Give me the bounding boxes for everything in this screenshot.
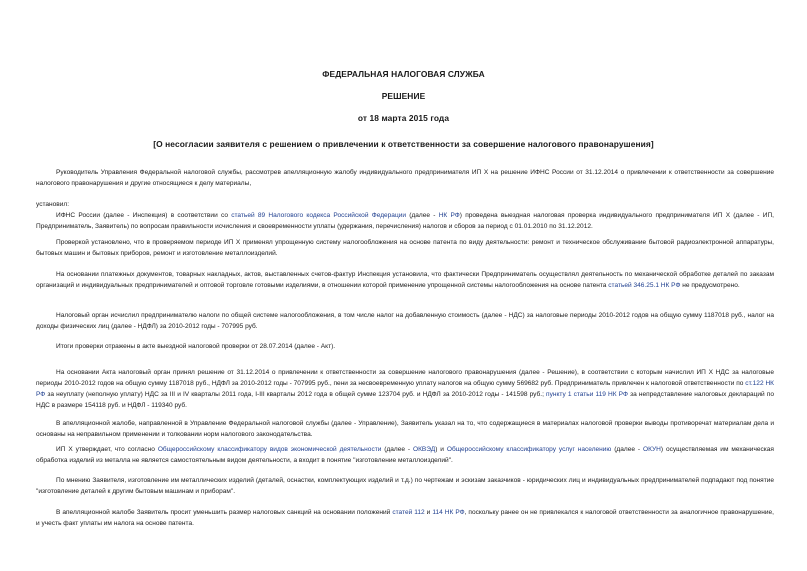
text-segment: и	[424, 509, 433, 516]
text-segment: ) и	[435, 446, 447, 453]
link-article-346-25-1[interactable]: статьей 346.25.1 НК РФ	[608, 282, 681, 289]
paragraph-documents	[36, 269, 774, 291]
paragraph-appeal: В апелляционной жалобе, направленной в Управление Федеральной налоговой службы (далее - Управление), Заявитель указал на то, что содержащиеся в материалах налоговой проверки выводы противоречат материалам дела и основаны на неправильном применении и толковании норм налогового законодательства.	[36, 420, 774, 438]
established-label: установил:	[36, 201, 70, 208]
text-segment: (далее -	[406, 212, 439, 219]
link-article-119[interactable]: пункту 1 статьи 119 НК РФ	[546, 391, 628, 398]
link-okved-classifier[interactable]: Общероссийскому классификатору видов экономической деятельности	[157, 446, 382, 453]
text-segment: (далее -	[611, 446, 643, 453]
text-segment: ) проведена выездная налоговая проверка индивидуального предпринимателя ИП Х (далее - ИП, Предприниматель, Заявитель) по вопросам правильности исчисления и своевременности уплаты (удержания, перечисления) налогов и сборов за период с 01.01.2010 по 31.12.2012.	[36, 212, 774, 230]
link-nk-rf[interactable]: НК РФ	[438, 212, 460, 219]
text-segment: , поскольку ранее он не привлекался к налоговой ответственности за аналогичное правонарушение, и учесть факт уплаты им налога на основе патента.	[36, 509, 774, 527]
text-segment: (далее -	[381, 446, 414, 453]
text-segment: ИФНС России (далее - Инспекция) в соответствии со	[56, 212, 232, 219]
document-subject: [О несогласии заявителя с решением о привлечении к ответственности за совершение налогового правонарушения]	[153, 139, 654, 149]
paragraph-audit	[36, 210, 774, 232]
link-article-114[interactable]: 114 НК РФ	[432, 509, 465, 516]
link-okun-classifier[interactable]: Общероссийскому классификатору услуг населению	[446, 446, 612, 453]
link-article-122[interactable]: ст.122 НК РФ	[36, 380, 774, 398]
text-segment: за непредставление налоговых деклараций по НДС в размере 154118 руб. и НДФЛ - 119340 руб.	[36, 391, 774, 409]
link-article-112[interactable]: статей 112	[392, 509, 425, 516]
text-segment: не предусмотрено.	[680, 282, 740, 289]
paragraph-intro: Руководитель Управления Федеральной налоговой службы, рассмотрев апелляционную жалобу индивидуального предпринимателя ИП Х на решение ИФНС России от 31.12.2014 о привлечении к ответственности за совершение налогового правонарушения и другие относящиеся к делу материалы,	[36, 169, 774, 187]
link-okved[interactable]: ОКВЭД	[413, 446, 436, 453]
text-segment: ) осуществляемая им механическая обработка изделий из металла не является самостоятельным видом деятельности, а входит в понятие "изготовление металлоизделий".	[36, 446, 774, 464]
link-article-89[interactable]: статьей 89 Налогового кодекса Российской Федерации	[231, 212, 407, 219]
text-segment: В апелляционной жалобе Заявитель просит уменьшить размер налоговых санкций на основании положений	[56, 509, 393, 516]
document-date: от 18 марта 2015 года	[357, 113, 450, 123]
text-segment: ИП Х утверждает, что согласно	[56, 446, 158, 453]
paragraph-findings: Проверкой установлено, что в проверяемом периоде ИП Х применял упрощенную систему налогообложения на основе патента по виду деятельности: ремонт и техническое обслуживание бытовой радиоэлектронной аппаратуры, бытовых машин и бытовых приборов, ремонт и изготовление металлоизделий.	[36, 239, 774, 257]
paragraph-taxes: Налоговый орган исчислил предпринимателю налоги по общей системе налогообложения, в том числе налог на добавленную стоимость (далее - НДС) за налоговые периоды 2010-2012 годов на общую сумму 1187018 руб., налог на доходы физических лиц (далее - НДФЛ) за 2010-2012 годы - 707995 руб.	[36, 312, 774, 330]
link-okun[interactable]: ОКУН	[642, 446, 661, 453]
document-type: РЕШЕНИЕ	[381, 91, 426, 101]
text-segment: за неуплату (неполную уплату) НДС за III и IV кварталы 2011 года, I-III кварталы 2012 года в общей сумме 123704 руб. и НДФЛ за 2010-2012 годы - 141598 руб.;	[45, 391, 547, 398]
paragraph-opinion: По мнению Заявителя, изготовление им металлических изделий (деталей, оснастки, комплектующих изделий и т.д.) по чертежам и эскизам заказчиков - юридических лиц и индивидуальных предпринимателей подпадают под понятие "изготовление деталей к другим бытовым машинам и приборам".	[36, 477, 774, 495]
paragraph-classifiers	[36, 444, 774, 466]
text-segment: На основании Акта налоговый орган принял решение от 31.12.2014 о привлечении к ответственности за совершение налогового правонарушения (далее - Решение), в соответствии с которым начислил ИП Х НДС за налоговые периоды 2010-2012 годов на общую сумму 1187018 руб., НДФЛ за 2010-2012 годы - 707995 руб., пени за несвоевременную уплату налогов на общую сумму 569682 руб. Предприниматель привлечен к налоговой ответственности по	[36, 369, 774, 387]
paragraph-act: Итоги проверки отражены в акте выездной налоговой проверки от 28.07.2014 (далее - Акт).	[56, 343, 336, 350]
text-segment: На основании платежных документов, товарных накладных, актов, выставленных счетов-фактур Инспекция установила, что фактически Предприниматель осуществлял деятельность по механической обработке деталей по заказам организаций и индивидуальных предпринимателей и оптовой торговле готовыми изделиями, в отношении которой применение упрощенной системы налогообложения на основе патента	[36, 271, 774, 289]
agency-title: ФЕДЕРАЛЬНАЯ НАЛОГОВАЯ СЛУЖБА	[322, 69, 485, 79]
paragraph-decision	[36, 367, 774, 411]
paragraph-request	[36, 507, 774, 529]
